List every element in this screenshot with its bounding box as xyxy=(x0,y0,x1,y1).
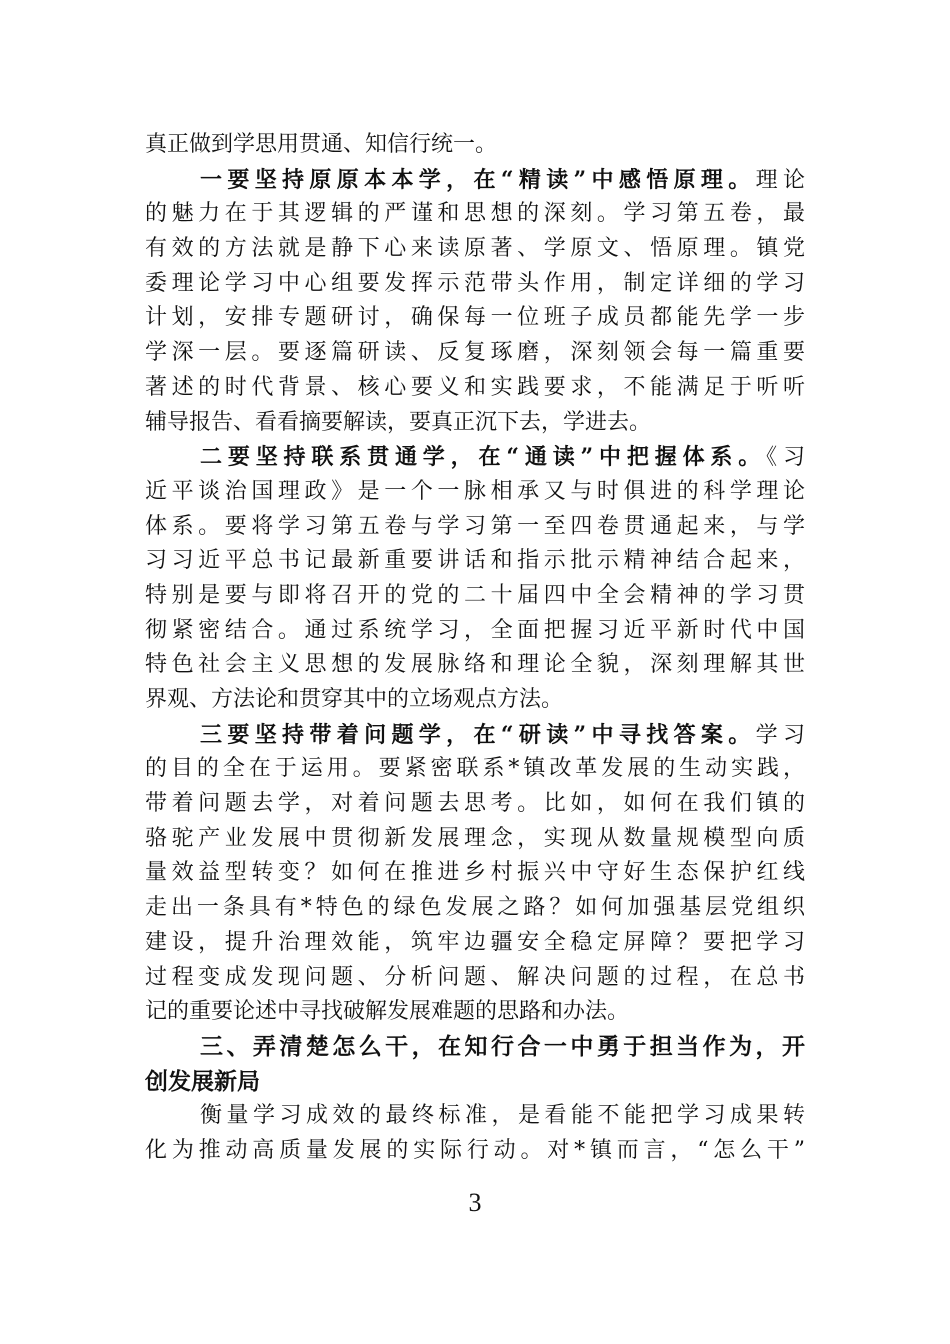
line-text: 理论 xyxy=(755,167,805,193)
line-text: 习习近平总书记最新重要讲话和指示批示精神结合起来， xyxy=(145,548,805,574)
line-text: 《习 xyxy=(766,445,805,471)
text-line xyxy=(145,926,805,961)
text-line xyxy=(145,1099,805,1134)
text-line xyxy=(145,718,805,753)
text-line xyxy=(145,822,805,857)
bold-lead-text: 三要坚持带着问题学，在“研读”中寻找答案。 xyxy=(200,721,756,748)
text-line xyxy=(145,891,805,926)
text-line xyxy=(145,856,805,891)
bold-lead-text: 一要坚持原原本本学，在“精读”中感悟原理。 xyxy=(200,166,756,193)
text-line xyxy=(145,163,805,198)
line-text: 学深一层。要逐篇研读、反复琢磨，深刻领会每一篇重要 xyxy=(145,340,805,366)
line-text: 特色社会主义思想的发展脉络和理论全貌，深刻理解其世 xyxy=(145,652,805,678)
line-text: 委理论学习中心组要发挥示范带头作用，制定详细的学习 xyxy=(145,270,805,296)
line-text: 化为推动高质量发展的实际行动。对*镇而言，“怎么干” xyxy=(145,1137,805,1163)
line-text: 辅导报告、看看摘要解读，要真正沉下去，学进去。 xyxy=(145,409,652,435)
line-text: 界观、方法论和贯穿其中的立场观点方法。 xyxy=(145,687,564,712)
line-text: 过程变成发现问题、分析问题、解决问题的过程，在总书 xyxy=(145,964,805,990)
text-line xyxy=(145,544,805,579)
text-line xyxy=(145,197,805,232)
text-line xyxy=(145,683,805,718)
text-line xyxy=(145,579,805,614)
section-heading-line xyxy=(145,1065,805,1100)
line-text: 体系。要将学习第五卷与学习第一至四卷贯通起来，与学 xyxy=(145,513,805,539)
page-number: 3 xyxy=(468,1188,482,1217)
document-body xyxy=(145,128,805,1169)
bold-lead-text: 二要坚持联系贯通学，在“通读”中把握体系。 xyxy=(200,444,767,471)
text-line xyxy=(145,128,805,163)
section-heading-line xyxy=(145,1030,805,1065)
line-text: 创发展新局 xyxy=(145,1068,260,1095)
line-text: 计划，安排专题研讨，确保每一位班子成员都能先学一步 xyxy=(145,305,805,331)
text-line xyxy=(145,232,805,267)
line-text: 真正做到学思用贯通、知信行统一。 xyxy=(145,132,498,157)
text-line xyxy=(145,752,805,787)
text-line xyxy=(145,787,805,822)
line-text: 特别是要与即将召开的党的二十届四中全会精神的学习贯 xyxy=(145,582,805,608)
text-line xyxy=(145,1134,805,1169)
line-text: 量效益型转变？如何在推进乡村振兴中守好生态保护红线 xyxy=(145,860,805,886)
text-line xyxy=(145,614,805,649)
text-line xyxy=(145,371,805,406)
text-line xyxy=(145,267,805,302)
line-text: 走出一条具有*特色的绿色发展之路？如何加强基层党组织 xyxy=(145,895,805,921)
line-text: 著述的时代背景、核心要义和实践要求，不能满足于听听 xyxy=(145,374,805,400)
text-line xyxy=(145,510,805,545)
line-text: 衡量学习成效的最终标准，是看能不能把学习成果转 xyxy=(200,1103,805,1129)
line-text: 有效的方法就是静下心来读原著、学原文、悟原理。镇党 xyxy=(145,236,805,262)
text-line xyxy=(145,440,805,475)
line-text: 记的重要论述中寻找破解发展难题的思路和办法。 xyxy=(145,999,630,1025)
line-text: 彻紧密结合。通过系统学习，全面把握习近平新时代中国 xyxy=(145,617,805,643)
line-text: 建设，提升治理效能，筑牢边疆安全稳定屏障？要把学习 xyxy=(145,929,805,955)
text-line xyxy=(145,648,805,683)
text-line xyxy=(145,961,805,996)
line-text: 骆驼产业发展中贯彻新发展理念，实现从数量规模型向质 xyxy=(145,825,805,851)
text-line xyxy=(145,475,805,510)
text-line xyxy=(145,336,805,371)
line-text: 学习 xyxy=(755,722,805,748)
line-text: 三、弄清楚怎么干，在知行合一中勇于担当作为，开 xyxy=(200,1033,805,1060)
line-text: 的魅力在于其逻辑的严谨和思想的深刻。学习第五卷，最 xyxy=(145,201,805,227)
text-line xyxy=(145,995,805,1030)
line-text: 的目的全在于运用。要紧密联系*镇改革发展的生动实践， xyxy=(145,756,805,782)
line-text: 带着问题去学，对着问题去思考。比如，如何在我们镇的 xyxy=(145,791,805,817)
text-line xyxy=(145,301,805,336)
line-text: 近平谈治国理政》是一个一脉相承又与时俱进的科学理论 xyxy=(145,478,805,504)
text-line xyxy=(145,406,805,441)
